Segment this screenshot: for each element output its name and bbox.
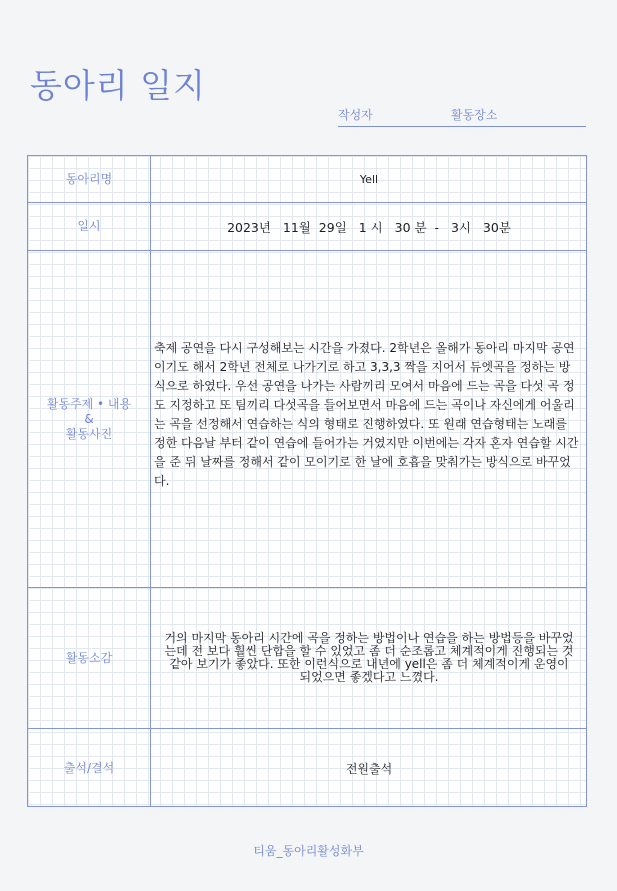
- club-name-value: Yell: [359, 172, 379, 186]
- datetime-label: 일시: [77, 219, 101, 233]
- activity-content: 축제 공연을 다시 구성해보는 시간을 가졌다. 2학년은 올해가 동아리 마지막 공연이기도 해서 2학년 전체로 나가기로 하고 3,3,3 짝을 지어서 듀엣곡을 정하는 방식으로 하였다. 우선 공연을 나가는 사람끼리 모여서 마음에 드는 곡을 다섯 곡 정도 지정하고 또 팀끼리 다섯곡을 들어보면서 마음에 드는 곡이나 자신에게 어울리는 곡을 선정해서 연습하는 식의 형태로 진행하였다. 또 원래 연습형태는 노래를 정한 다음날 부터 같이 연습에 들어가는 거였지만 이번에는 각자 혼자 연습할 시간을 준 뒤 날짜를 정해서 같이 모이기로 한 날에 호흡을 맞춰가는 방식으로 바꾸었다.: [154, 341, 579, 488]
- attendance-value: 전원출석: [345, 762, 393, 776]
- impression-cell: [152, 588, 586, 728]
- footer-text: 티움_동아리활성화부: [253, 844, 364, 858]
- activity-cell: [152, 251, 586, 587]
- activity-label-line3: 활동사진: [65, 426, 113, 441]
- activity-label: [28, 251, 150, 587]
- impression-content: 거의 마지막 동아리 시간에 곡을 정하는 방법이나 연습을 하는 방법등을 바꾸었는데 전 보다 훨씬 단합을 할 수 있었고 좀 더 순조롭고 체계적이게 진행되는 것 같아 보기가 좋았다. 또한 이런식으로 내년에 yell은 좀 더 체계적이게 운영이 되었으면 좋겠다고 느꼈다.: [164, 631, 574, 684]
- meta-line: [338, 106, 586, 127]
- column-divider: [150, 156, 151, 806]
- datetime-value: 2023년 11월 29일 1 시 30 분 - 3시 30분: [227, 219, 511, 235]
- activity-label-line2: &: [84, 411, 94, 426]
- attendance-label: 출석/결석: [63, 761, 115, 775]
- journal-table: [27, 155, 587, 807]
- place-label: 활동장소: [451, 108, 498, 122]
- writer-label: 작성자: [338, 108, 373, 122]
- club-name-label: 동아리명: [65, 171, 113, 186]
- impression-label: 활동소감: [65, 650, 113, 665]
- page-title: 동아리 일지: [30, 66, 206, 105]
- activity-label-line1: 활동주제 • 내용: [46, 396, 132, 411]
